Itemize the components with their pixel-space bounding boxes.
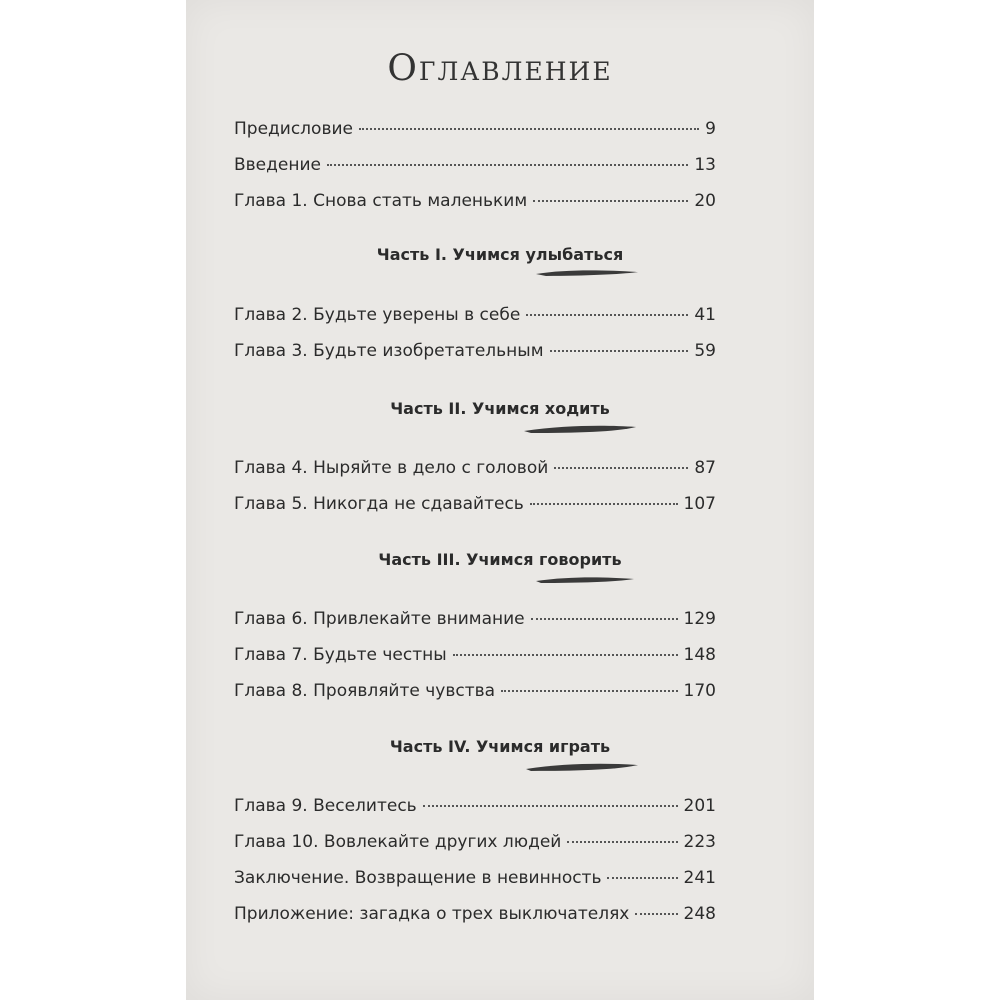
toc-entry-page: 87 (694, 458, 716, 478)
toc-entry (234, 341, 716, 371)
toc-entry (234, 904, 716, 934)
page-title: Оглавление (387, 48, 613, 89)
toc-entry-page: 41 (694, 305, 716, 325)
toc-entry-label: Глава 1. Снова стать маленьким (234, 191, 528, 211)
toc-entry-page: 170 (683, 681, 716, 701)
toc-entry (234, 609, 716, 639)
toc-entry-label: Глава 7. Будьте честны (234, 645, 447, 665)
part-heading: Часть III. Учимся говорить (378, 550, 622, 569)
toc-entry-label: Глава 3. Будьте изобретательным (234, 341, 544, 361)
toc-entry-label: Глава 10. Вовлекайте других людей (234, 832, 562, 852)
toc-entry (234, 681, 716, 711)
brush-underline (186, 266, 814, 280)
toc-entry-page: 13 (694, 155, 716, 175)
brush-underline (186, 422, 814, 436)
toc-entry-label: Приложение: загадка о трех выключателях (234, 904, 630, 924)
brush-underline (186, 760, 814, 774)
dot-leader (554, 467, 688, 469)
dot-leader (567, 841, 677, 843)
dot-leader (423, 805, 678, 807)
dot-leader (501, 690, 677, 692)
toc-entry-label: Глава 9. Веселитесь (234, 796, 417, 816)
dot-leader (531, 618, 678, 620)
toc-entry-label: Глава 5. Никогда не сдавайтесь (234, 494, 524, 514)
toc-entry-label: Предисловие (234, 119, 353, 139)
part-heading: Часть IV. Учимся играть (389, 737, 611, 756)
toc-entry-page: 9 (705, 119, 716, 139)
toc-entry (234, 305, 716, 335)
toc-entry-page: 241 (683, 868, 716, 888)
toc-entry-label: Глава 2. Будьте уверены в себе (234, 305, 521, 325)
toc-entry (234, 119, 716, 149)
part-heading: Часть I. Учимся улыбаться (376, 245, 624, 264)
dot-leader (550, 350, 689, 352)
toc-entry-label: Глава 6. Привлекайте внимание (234, 609, 525, 629)
toc-entry-label: Глава 4. Ныряйте в дело с головой (234, 458, 549, 478)
toc-entry-page: 20 (694, 191, 716, 211)
toc-entry (234, 191, 716, 221)
dot-leader (327, 164, 688, 166)
toc-entry-page: 223 (683, 832, 716, 852)
toc-entry (234, 155, 716, 185)
toc-entry-page: 201 (683, 796, 716, 816)
toc-entry (234, 868, 716, 898)
toc-entry-page: 248 (683, 904, 716, 924)
dot-leader (359, 128, 699, 130)
toc-entry (234, 645, 716, 675)
toc-entry (234, 458, 716, 488)
toc-entry (234, 494, 716, 524)
dot-leader (533, 200, 688, 202)
toc-entry-page: 107 (683, 494, 716, 514)
toc-entry-label: Глава 8. Проявляйте чувства (234, 681, 496, 701)
toc-entry (234, 796, 716, 826)
brush-underline (186, 573, 814, 587)
toc-entry (234, 832, 716, 862)
dot-leader (607, 877, 677, 879)
dot-leader (635, 913, 677, 915)
toc-entry-page: 129 (683, 609, 716, 629)
toc-entry-page: 148 (683, 645, 716, 665)
toc-entry-page: 59 (694, 341, 716, 361)
dot-leader (526, 314, 688, 316)
toc-entry-label: Заключение. Возвращение в невинность (234, 868, 602, 888)
dot-leader (453, 654, 678, 656)
dot-leader (530, 503, 678, 505)
toc-entry-label: Введение (234, 155, 321, 175)
part-heading: Часть II. Учимся ходить (390, 399, 610, 418)
book-page (186, 0, 814, 1000)
